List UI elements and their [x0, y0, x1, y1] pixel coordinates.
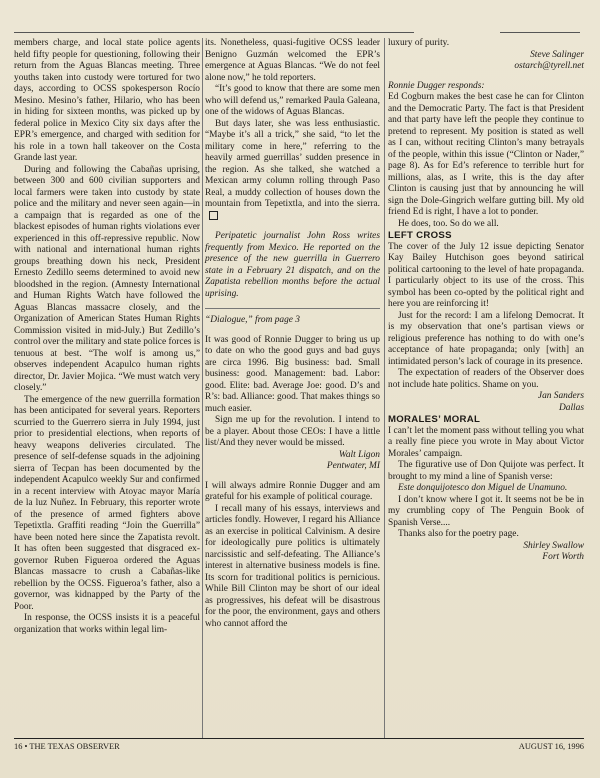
column-2	[205, 38, 380, 630]
letter-signature-name: Shirley Swallow	[523, 540, 584, 551]
letter-paragraph: I can’t let the moment pass without telling you what a really fine piece you wrote in May about Victor Morales’ campaign.	[388, 425, 584, 459]
letter-paragraph: The cover of the July 12 issue depicting Senator Kay Bailey Hutchison goes beyond satirical political cartooning to the level of hate propaganda. I particularly object to its use of the cross. This symbol has been co-opted by the political right and here you are reinforcing it!	[388, 241, 584, 309]
paragraph-text: But days later, she was less enthusiastic. “Maybe it’s all a trick,” she said, “to let the military come in here,” referring to the heavily armed guerrillas’ sudden presence in the region. As she talked, she watched a Mexican army column rolling through Paso Real, a muddy collection of houses down the mountain from Tepetixtla, and into the sierra.	[205, 118, 380, 209]
paragraph	[205, 119, 380, 224]
paragraph: its. Nonetheless, quasi-fugitive OCSS leader Benigno Guzmán welcomed the EPR’s emergence at Aguas Blancas. “We do not feel alone now,” he told reporters.	[205, 38, 380, 83]
column-1	[14, 38, 200, 636]
verse-line: Este donquijotesco don Miguel de Unamuno.	[398, 483, 568, 493]
top-rule-right	[500, 32, 580, 33]
end-mark-icon	[209, 211, 218, 220]
footer-date: AUGUST 16, 1996	[518, 742, 584, 751]
letter-paragraph: The expectation of readers of the Observer does not include hate politics. Shame on you.	[388, 368, 584, 390]
author-bio: Peripatetic journalist John Ross writes frequently from Mexico. He reported on the presence of the new guerrilla in Guerrero state in a February 21 dispatch, and on the Zapatista rebellion months before the actual uprising.	[205, 231, 380, 299]
letter-paragraph: Sign me up for the revolution. I intend to be a player. About those CEOs: I have a little list/And they never would be missed.	[205, 415, 380, 448]
section-divider	[205, 308, 380, 309]
dialogue-reference: “Dialogue,” from page 3	[205, 315, 300, 325]
section-heading-morales-moral: MORALES’ MORAL	[388, 414, 481, 425]
section-heading-left-cross: LEFT CROSS	[388, 230, 452, 241]
paragraph: The emergence of the new guerrilla formation has been anticipated for several years. Reporters scurried to the Guerrero sierra in July 1994, just prior to presidential elections, when reports of heavy weapons deliveries circulated. The presence of self-defense squads in the adjoining sierra of Tecpan has been documented by the independent Acapulco weekly Sur and confirmed in a recent interview with Atoyac mayor María de la luz Nuñez. In February, this reporter wrote of the presence of armed fighters above Tepetixtla. Graffiti reading “Join the Guerrilla” have been noted here since the Zapatista revolt. It has often been suggested that disgraced ex-governor Ruben Figueroa ordered the Aguas Blancas massacre to crush a Cabañas-like rebellion by the OCSS. Figueroa’s father, also a governor, was kidnapped by the Party of the Poor.	[14, 394, 200, 612]
letter-signature-name: Steve Salinger	[530, 49, 584, 60]
letter-paragraph: I will always admire Ronnie Dugger and am grateful for his example of political courage.	[205, 480, 380, 502]
letter-paragraph: I recall many of his essays, interviews and articles fondly. However, I regard his Alliance as an exercise in political Calvinism. A desire for ideologically pure politics is ultimately narcissistic and self-defeating. The Alliance’s interest in alternative business models is fine. Its scorn for traditional politics is pernicious. While Bill Clinton may be short of our ideal as progressives, his defeat will be disastrous for the poor, the environment, gays and others who cannot afford the	[205, 503, 380, 629]
letter-signature-name: Jan Sanders	[537, 391, 584, 401]
response-paragraph: He does, too. So do we all.	[398, 218, 499, 229]
response-paragraph: Ed Cogburn makes the best case he can for Clinton and the Democratic Party. The fact is that President and that party have left the people they continue to pretend to represent. My position is stated as well as I can, without reciting Clinton’s many betrayals of the people, within this issue (“Clinton or Nader,” page 8). As for Ed’s reference to terrible hurt for millions, alas, as I write, this is the day after Clinton is causing just that by announcing he will sign the Dole-Gingrich welfare gutting bill. My old friend Ed is right, I have a lot to ponder.	[388, 92, 584, 217]
letter-paragraph: It was good of Ronnie Dugger to bring us up to date on who the good guys and bad guys are circa 1996. Big business: bad. Small business: good. Management: bad. Labor: good. Elite: bad. Average Joe: good. D’s and R’s: bad. Alliance: good. That makes things so much easier.	[205, 334, 380, 414]
paragraph: “It’s good to know that there are some men who will defend us,” remarked Paula Galeana, one of the widows of Aguas Blancas.	[205, 84, 380, 117]
letter-signature-place: Pentwater, MI	[326, 461, 380, 471]
paragraph: In response, the OCSS insists it is a peaceful organization that works within legal lim-	[14, 613, 200, 635]
letter-signature-place: Fort Worth	[542, 552, 584, 562]
letter-paragraph: The figurative use of Don Quijote was perfect. It brought to my mind a line of Spanish verse:	[388, 460, 584, 482]
letter-paragraph: Just for the record: I am a lifelong Democrat. It is my observation that one’s partisan views or religious preference has nothing to do with one’s acceptance of hate propaganda; only [with] an intimidated person’s lack of courage in its presence.	[388, 310, 584, 367]
letter-signature-email: ostarch@tyrell.net	[514, 61, 584, 71]
footer-page-label: 16 • THE TEXAS OBSERVER	[14, 742, 120, 751]
column-divider	[384, 38, 385, 738]
editor-response-label: Ronnie Dugger responds:	[388, 80, 485, 91]
top-rule	[14, 32, 414, 33]
footer-rule	[14, 738, 584, 739]
column-3	[388, 38, 584, 564]
letter-signature-name: Walt Ligon	[338, 449, 380, 460]
letter-continuation: luxury of purity.	[388, 38, 450, 48]
letter-signature-place: Dallas	[558, 402, 584, 413]
column-divider	[202, 38, 203, 738]
letter-paragraph: I don’t know where I got it. It seems not be be in my crumbling copy of The Penguin Book of Spanish Verse....	[388, 494, 584, 528]
paragraph: members charge, and local state police agents held fifty people for questioning, following their return from the Aguas Blancas meeting. Three youths taken into custody were tortured for two days, according to OCSS spokesperson Rocío Mesino. Mesino’s father, Hilario, who has been in hiding for sixteen months, was picked up by federal police in Mexico City six days after the EPR’s emergence, and charged with sedition for his role in a town hall takeover on the Costa Grande last year.	[14, 38, 200, 163]
paragraph: During and following the Cabañas uprising, between 300 and 600 civilian supporters and local farmers were taken into custody by state police and the military and never seen again—in a campaign that is regarded as one of the blackest episodes of human rights violations ever experienced in this off-repressive republic. Now with national and international human rights groups breathing down his neck, President Ernesto Zedillo seems determined to avoid new bloodshed in the region. (Amnesty International and Human Rights Watch have followed the Aguas Blancas massacre closely, and the Organization of American States Human Rights Commission visited in mid-July.) But Zedillo’s control over the military and state police forces is tenuous at best. “The wolf is among us,” observes independent Acapulco human rights director, Dr. Javier Mojica. “We must watch very closely.”	[14, 164, 200, 393]
letter-paragraph: Thanks also for the poetry page.	[398, 529, 519, 539]
